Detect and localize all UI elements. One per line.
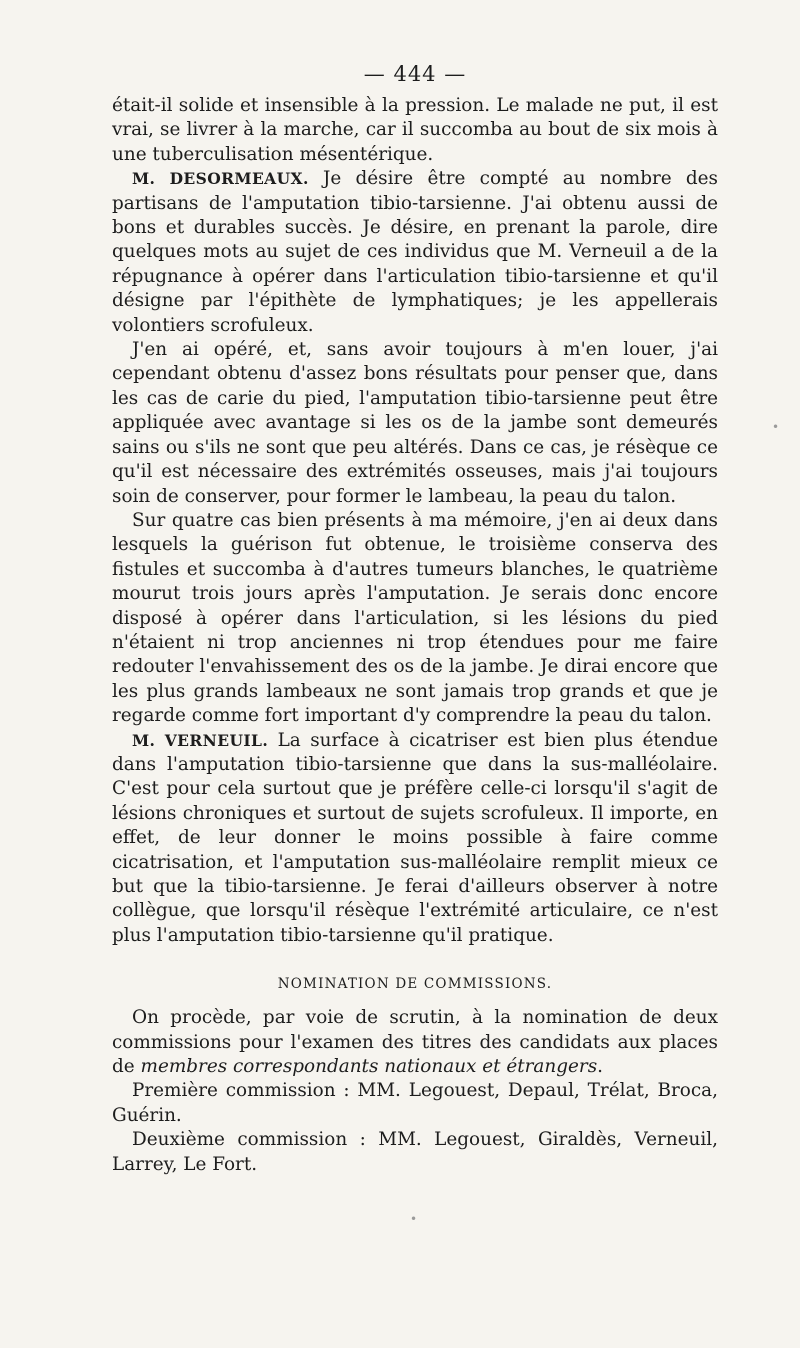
paragraph-4-text: Sur quatre cas bien présents à ma mémoire, j'en ai deux dans lesquels la guérison fut obtenue, le troisième conserva des fistules et succomba à d'autres tumeurs blanches, le quatrième mourut trois jours après l'amputation. Je serais donc encore disposé à opérer dans l'articulation, si les lésions du pied n'étaient ni trop anciennes ni trop étendues pour me faire redouter l'envahissement des os de la jambe. Je dirai encore que les plus grands lambeaux ne sont jamais trop grands et que je regarde comme fort important d'y comprendre la peau du talon. — [112, 509, 718, 727]
paragraph-2 — [112, 167, 718, 338]
speaker-verneuil: M. VERNEUIL. — [132, 730, 269, 750]
commission-2-text: Deuxième commission : MM. Legouest, Giraldès, Verneuil, Larrey, Le Fort. — [112, 1129, 718, 1175]
commission-1 — [112, 1079, 718, 1128]
paragraph-1 — [112, 94, 718, 167]
speaker-desormeaux: M. DESORMEAUX. — [132, 169, 309, 189]
nomination-italic: membres correspondants nationaux et étrangers — [140, 1056, 598, 1078]
commission-1-text: Première commission : MM. Legouest, Depaul, Trélat, Broca, Guérin. — [112, 1080, 718, 1126]
nomination-intro: On procède, par voie de scrutin, à la nomination de deux commissions pour l'examen des titres des candidats aux places de — [112, 1007, 718, 1078]
paper-speck: • — [410, 1212, 418, 1226]
paragraph-3 — [112, 338, 718, 509]
paragraph-1-text: était-il solide et insensible à la pression. Le malade ne put, il est vrai, se livrer à la marche, car il succomba au bout de six mois à une tuberculisation mésentérique. — [112, 95, 718, 165]
paragraph-3-text: J'en ai opéré, et, sans avoir toujours à m'en louer, j'ai cependant obtenu d'assez bons résultats pour penser que, dans les cas de carie du pied, l'amputation tibio-tarsienne peut être appliquée avec avantage si les os de la jambe sont demeurés sains ou s'ils ne sont que peu altérés. Dans ce cas, je résèque ce qu'il est nécessaire des extrémités osseuses, mais j'ai toujours soin de conserver, pour former le lambeau, la peau du talon. — [112, 339, 718, 507]
page-number: — 444 — — [363, 62, 467, 86]
paper-speck: • — [772, 420, 780, 434]
paragraph-5 — [112, 729, 718, 949]
nomination-end: . — [597, 1056, 603, 1078]
document-body — [112, 94, 718, 1177]
section-heading: NOMINATION DE COMMISSIONS. — [277, 976, 553, 993]
paragraph-4 — [112, 509, 718, 729]
commission-2 — [112, 1128, 718, 1177]
paragraph-5-text: La surface à cicatriser est bien plus étendue dans l'amputation tibio-tarsienne que dans la sus-malléolaire. C'est pour cela surtout que je préfère celle-ci lorsqu'il s'agit de lésions chroniques et surtout de sujets scrofuleux. Il importe, en effet, de leur donner le moins possible à faire comme cicatrisation, et l'amputation sus-malléolaire remplit mieux ce but que la tibio-tarsienne. Je ferai d'ailleurs observer à notre collègue, que lorsqu'il résèque l'extrémité articulaire, ce n'est plus l'amputation tibio-tarsienne qu'il pratique. — [112, 729, 718, 946]
nomination-paragraph — [112, 1006, 718, 1079]
paragraph-2-text: Je désire être compté au nombre des partisans de l'amputation tibio-tarsienne. J'ai obtenu aussi de bons et durables succès. Je désire, en prenant la parole, dire quelques mots au sujet de ces individus que M. Verneuil a de la répugnance à opérer dans l'articulation tibio-tarsienne et qu'il désigne par l'épithète de lymphatiques; je les appellerais volontiers scrofuleux. — [112, 168, 719, 336]
